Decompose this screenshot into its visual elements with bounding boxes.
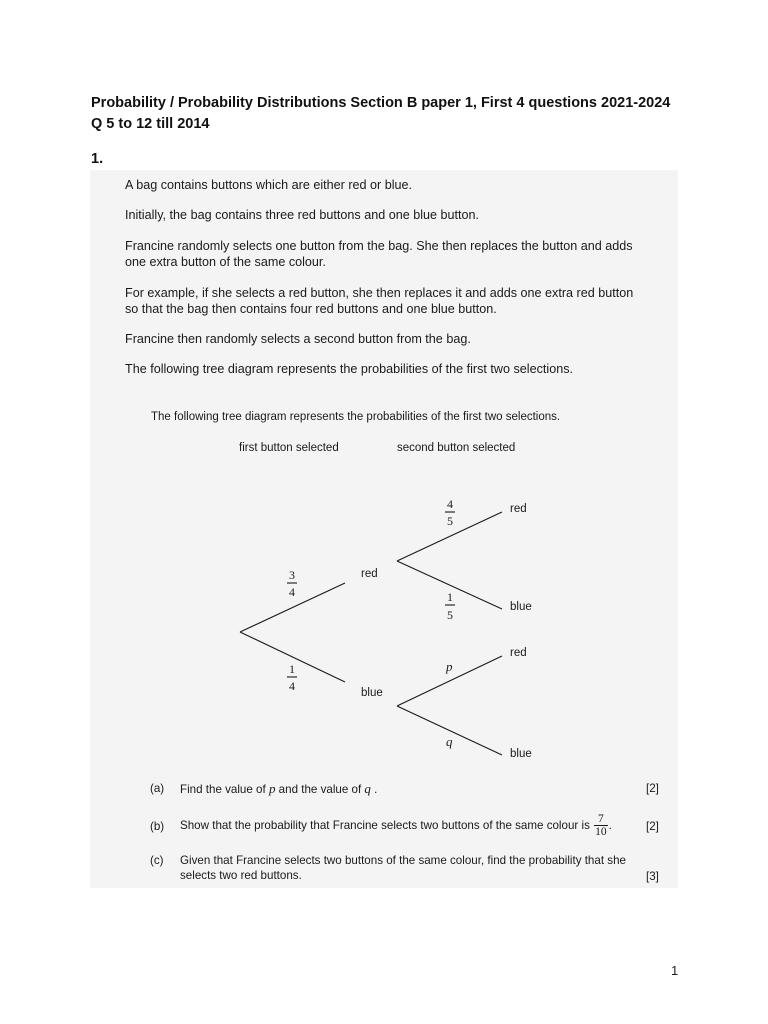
part-b-label: (b) (150, 820, 165, 833)
part-a-label: (a) (150, 782, 165, 795)
prob-first-blue-num: 1 (289, 662, 295, 676)
prob-first-red-den: 4 (289, 585, 295, 599)
prob-first-blue-den: 4 (289, 679, 295, 693)
prob-red-blue-den: 5 (447, 608, 453, 622)
column-heading-first: first button selected (239, 442, 339, 454)
var-p: p (268, 781, 276, 796)
paragraph-3: Francine randomly selects one button from the bag. She then replaces the button and adds one extra button of the same colour. (125, 239, 633, 269)
title-line-1: Probability / Probability Distributions Section B paper 1, First 4 questions 2021-2024 (91, 95, 671, 111)
label-blue-blue: blue (510, 748, 532, 760)
label-blue-red: red (510, 647, 527, 659)
part-a-marks: [2] (646, 782, 659, 795)
prob-red-red-num: 4 (447, 497, 453, 511)
part-c-line-2: selects two red buttons. (180, 869, 302, 882)
prob-first-red-num: 3 (289, 568, 295, 582)
var-q: q (364, 781, 371, 796)
diagram-caption: The following tree diagram represents the probabilities of the first two selections. (151, 411, 561, 423)
paragraph-6: The following tree diagram represents the probabilities of the first two selections. (125, 362, 574, 376)
part-c-line-1: Given that Francine selects two buttons of the same colour, find the probability that she (180, 854, 626, 867)
label-red-red: red (510, 503, 527, 515)
part-c-label: (c) (150, 854, 164, 867)
column-heading-second: second button selected (397, 442, 516, 454)
prob-blue-red-p: p (446, 659, 453, 674)
prob-red-blue-num: 1 (447, 590, 453, 604)
title-line-2: Q 5 to 12 till 2014 (91, 116, 210, 132)
label-first-red: red (361, 568, 378, 580)
part-b-text: Show that the probability that Francine selects two buttons of the same colour is $\frac{7}{10}$ . (180, 813, 612, 839)
fraction-7-10: $\frac{7}{10}$ (595, 813, 607, 839)
page-number: 1 (671, 963, 679, 978)
question-number: 1. (91, 151, 104, 167)
paragraph-1: A bag contains buttons which are either red or blue. (125, 178, 413, 192)
label-red-blue: blue (510, 601, 532, 613)
part-c-marks: [3] (646, 870, 659, 883)
paragraph-5: Francine then randomly selects a second button from the bag. (125, 332, 471, 346)
part-a-text: Find the value of p and the value of q . (180, 781, 378, 796)
paragraph-4: For example, if she selects a red button, she then replaces it and adds one extra red button so that the bag then contains four red buttons and one blue button. (125, 286, 634, 316)
prob-red-red-den: 5 (447, 514, 453, 528)
paragraph-2: Initially, the bag contains three red buttons and one blue button. (125, 208, 480, 222)
prob-blue-blue-q: q (446, 734, 453, 749)
part-b-marks: [2] (646, 820, 659, 833)
label-first-blue: blue (361, 687, 383, 699)
